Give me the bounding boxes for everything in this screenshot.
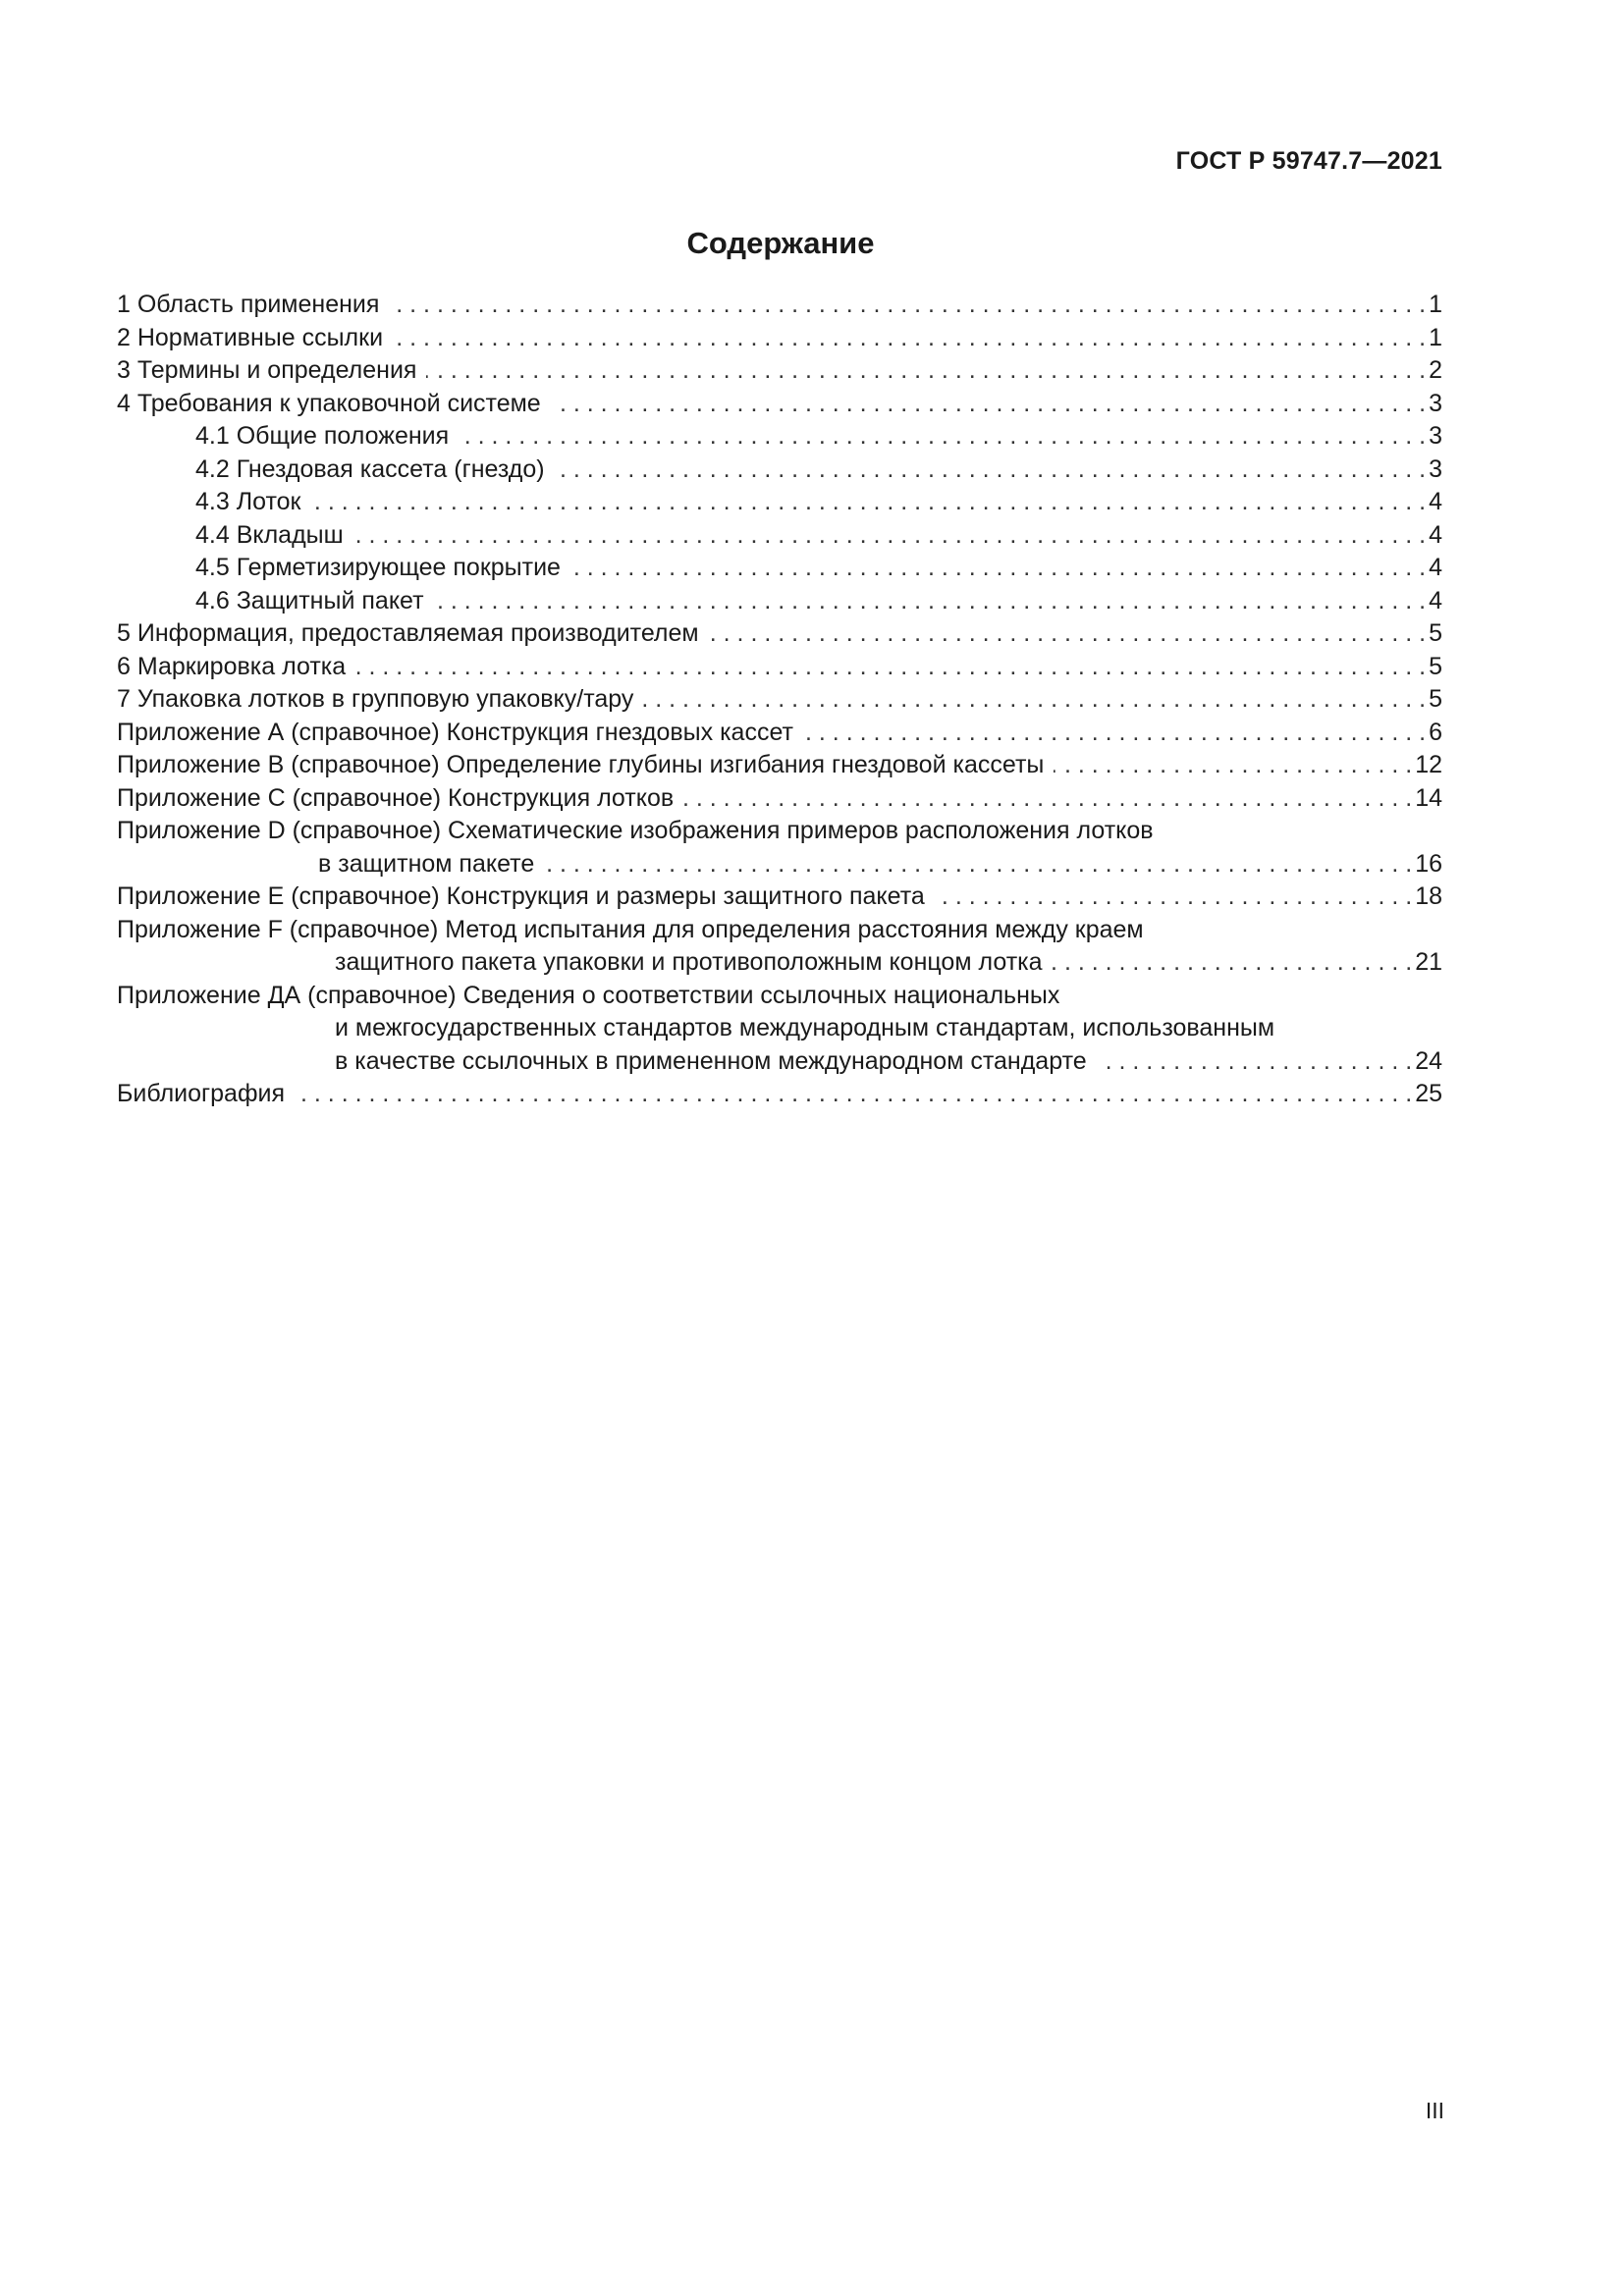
toc-entry[interactable]	[117, 1078, 1442, 1111]
toc-entry-page: 5	[1429, 652, 1442, 680]
toc-entry-label: 6 Маркировка лотка	[117, 652, 347, 680]
toc-entry-multiline-start[interactable]	[117, 815, 1442, 848]
toc-entry[interactable]	[117, 322, 1442, 355]
toc-title: Содержание	[686, 226, 875, 260]
toc-entry-page: 16	[1415, 849, 1442, 878]
toc-entry-label: в защитном пакете	[318, 849, 535, 878]
toc-entry[interactable]	[117, 749, 1442, 782]
toc-dot-leader	[434, 585, 1427, 618]
toc-entry-label: Приложение F (справочное) Метод испытания для определения расстояния между краем	[117, 915, 1144, 943]
toc-entry-page: 4	[1429, 554, 1442, 581]
toc-entry-page: 1	[1429, 323, 1442, 351]
toc-entry-label: 5 Информация, предоставляемая производителем	[117, 619, 699, 647]
toc-subentry[interactable]	[117, 552, 1442, 585]
toc-entry[interactable]	[117, 388, 1442, 421]
toc-subentry[interactable]	[117, 420, 1442, 454]
toc-entry-page: 5	[1429, 619, 1442, 647]
toc-entry-page: 4	[1429, 586, 1442, 614]
toc-entry-label: Приложение В (справочное) Определение глубины изгибания гнездовой кассеты	[117, 751, 1045, 778]
toc-entry-continuation[interactable]	[117, 946, 1442, 980]
toc-entry-label: защитного пакета упаковки и противоположным концом лотка	[335, 948, 1043, 976]
toc-entry-label: 4 Требования к упаковочной системе	[117, 389, 541, 417]
toc-entry-page: 3	[1429, 454, 1442, 483]
toc-entry-page: 25	[1415, 1080, 1442, 1107]
toc-dot-leader	[1053, 946, 1413, 980]
toc-entry-continuation[interactable]	[117, 848, 1442, 881]
toc-dot-leader	[544, 848, 1412, 881]
toc-dot-leader	[295, 1078, 1412, 1111]
toc-dot-leader	[683, 782, 1412, 816]
toc-entry[interactable]	[117, 683, 1442, 717]
toc-dot-leader	[935, 881, 1412, 914]
toc-dot-leader	[310, 486, 1426, 519]
toc-entry-page: 1	[1429, 291, 1442, 318]
toc-dot-leader	[389, 289, 1426, 322]
toc-entry-label: и межгосударственных стандартов международным стандартам, использованным	[335, 1014, 1275, 1041]
toc-entry-label: 2 Нормативные ссылки	[117, 323, 384, 351]
toc-entry-page: 12	[1415, 751, 1442, 778]
toc-entry-page: 3	[1429, 422, 1442, 450]
toc-entry[interactable]	[117, 289, 1442, 322]
toc-dot-leader	[1097, 1045, 1413, 1079]
toc-dot-leader	[643, 683, 1426, 717]
toc-entry-multiline-start[interactable]	[117, 914, 1442, 947]
toc-entry-page: 6	[1429, 718, 1442, 746]
toc-dot-leader	[551, 388, 1426, 421]
toc-entry-label: Приложение А (справочное) Конструкция гнездовых кассет	[117, 718, 793, 746]
toc-entry-multiline-start[interactable]	[117, 980, 1442, 1013]
toc-entry-label: 4.3 Лоток	[195, 488, 301, 515]
toc-dot-leader	[355, 651, 1426, 684]
toc-entry-label: 4.6 Защитный пакет	[195, 586, 424, 614]
toc-entry-label: Библиография	[117, 1080, 286, 1107]
toc-entry-page: 2	[1429, 356, 1442, 384]
toc-subentry[interactable]	[117, 585, 1442, 618]
toc-entry-label: Приложение D (справочное) Схематические изображения примеров расположения лотков	[117, 817, 1154, 844]
toc-dot-leader	[555, 454, 1426, 487]
toc-entry-label: 4.2 Гнездовая кассета (гнездо)	[195, 454, 545, 483]
toc-entry-label: Приложение С (справочное) Конструкция лотков	[117, 783, 675, 812]
table-of-contents	[117, 289, 1442, 1111]
toc-entry[interactable]	[117, 354, 1442, 388]
toc-subentry[interactable]	[117, 454, 1442, 487]
toc-subentry[interactable]	[117, 486, 1442, 519]
toc-entry-page: 21	[1415, 948, 1442, 976]
toc-dot-leader	[459, 420, 1426, 454]
toc-entry-label: в качестве ссылочных в примененном международном стандарте	[335, 1046, 1087, 1075]
toc-entry-page: 4	[1429, 488, 1442, 515]
toc-entry-label: 4.4 Вкладыш	[195, 520, 344, 549]
toc-entry-label: 3 Термины и определения	[117, 356, 417, 384]
toc-entry-label: Приложение ДА (справочное) Сведения о соответствии ссылочных национальных	[117, 981, 1060, 1009]
toc-entry[interactable]	[117, 651, 1442, 684]
toc-subentry[interactable]	[117, 519, 1442, 553]
toc-dot-leader	[803, 717, 1426, 750]
toc-entry-page: 18	[1415, 882, 1442, 910]
toc-entry-label: 4.1 Общие положения	[195, 422, 450, 450]
toc-dot-leader	[353, 519, 1426, 553]
toc-entry[interactable]	[117, 717, 1442, 750]
toc-entry-page: 14	[1415, 783, 1442, 812]
toc-entry[interactable]	[117, 617, 1442, 651]
toc-entry-continuation[interactable]	[117, 1012, 1442, 1045]
toc-entry-label: 4.5 Герметизирующее покрытие	[195, 554, 561, 581]
page-number: III	[1425, 2098, 1444, 2123]
toc-dot-leader	[426, 354, 1426, 388]
toc-dot-leader	[393, 322, 1426, 355]
toc-entry[interactable]	[117, 782, 1442, 816]
toc-entry-continuation[interactable]	[117, 1045, 1442, 1079]
toc-entry-page: 4	[1429, 520, 1442, 549]
toc-entry-page: 24	[1415, 1046, 1442, 1075]
toc-entry-page: 5	[1429, 685, 1442, 713]
toc-entry-label: Приложение Е (справочное) Конструкция и размеры защитного пакета	[117, 882, 925, 910]
toc-entry-label: 1 Область применения	[117, 291, 380, 318]
toc-entry-page: 3	[1429, 389, 1442, 417]
toc-dot-leader	[1054, 749, 1412, 782]
toc-dot-leader	[570, 552, 1426, 585]
toc-entry[interactable]	[117, 881, 1442, 914]
document-code: ГОСТ Р 59747.7—2021	[1175, 147, 1442, 175]
toc-dot-leader	[709, 617, 1427, 651]
toc-entry-label: 7 Упаковка лотков в групповую упаковку/тару	[117, 685, 634, 713]
